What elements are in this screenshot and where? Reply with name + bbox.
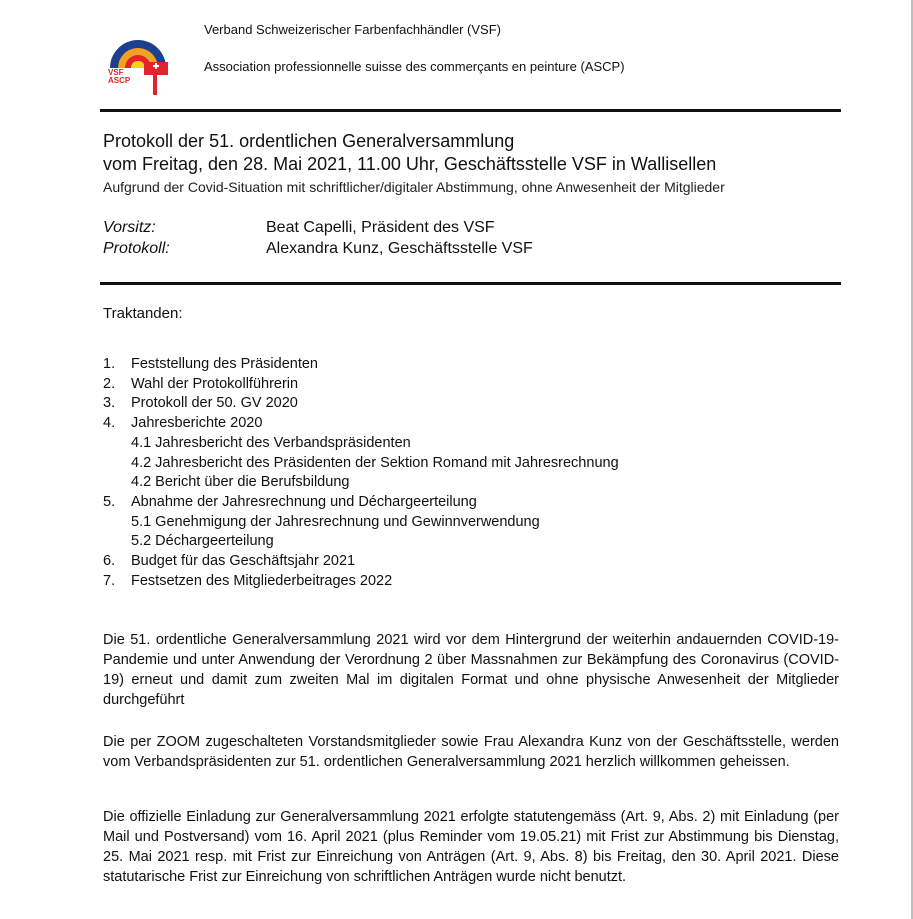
org-name-de: Verband Schweizerischer Farbenfachhändler (VSF) (204, 22, 501, 37)
divider-top (100, 109, 841, 112)
agenda-item-label: Protokoll der 50. GV 2020 (131, 395, 298, 412)
document-title (103, 130, 514, 152)
agenda-item-number: 2. (103, 375, 116, 392)
document-subtitle: Aufgrund der Covid-Situation mit schriftlicher/digitaler Abstimmung, ohne Anwesenheit der Mitglieder (103, 179, 725, 195)
agenda-item-number: 7. (103, 572, 116, 589)
svg-text:ASCP: ASCP (108, 76, 131, 85)
agenda-item-number: 3. (103, 395, 116, 412)
title-main: 51. ordentlichen Generalversammlung (209, 131, 515, 151)
org-name-fr: Association professionnelle suisse des commerçants en peinture (ASCP) (204, 59, 625, 74)
protokoll-label: Protokoll: (103, 240, 170, 257)
vorsitz-label: Vorsitz: (103, 219, 156, 236)
agenda-subitem-label: 4.2 Jahresbericht des Präsidenten der Sektion Romand mit Jahresrechnung (131, 454, 619, 471)
agenda-item-number: 1. (103, 356, 116, 372)
vorsitz-value: Beat Capelli, Präsident des VSF (266, 219, 495, 236)
vsf-logo (106, 22, 170, 96)
svg-text:VSF: VSF (108, 68, 124, 77)
agenda-item-label: Wahl der Protokollführerin (131, 375, 299, 392)
protokoll-value: Alexandra Kunz, Geschäftsstelle VSF (266, 240, 533, 257)
paragraph-intro: Die 51. ordentliche Generalversammlung 2021 wird vor dem Hintergrund der weiterhin andauernden COVID-19-Pandemie und unter Anwendung der Verordnung 2 über Massnahmen zur Bekämpfung des Coronavirus (COVID-19) erneut und damit zum zweiten Mal im digitalen Format und ohne physische Anwesenheit der Mitglieder durchgeführt (103, 632, 839, 708)
paragraph-welcome: Die per ZOOM zugeschalteten Vorstandsmitglieder sowie Frau Alexandra Kunz von der Geschäftsstelle, werden vom Verbandspräsidenten zur 51. ordentlichen Generalversammlung 2021 herzlich willkommen geheissen. (103, 734, 839, 770)
agenda-item-label: Abnahme der Jahresrechnung und Déchargeerteilung (131, 493, 477, 510)
agenda-subitem-label: 5.1 Genehmigung der Jahresrechnung und Gewinnverwendung (131, 513, 540, 530)
agenda-item-label: Feststellung des Präsidenten (131, 356, 318, 372)
agenda-subitem-label: 4.1 Jahresbericht des Verbandspräsidenten (131, 434, 411, 451)
agenda-item-number: 5. (103, 493, 116, 510)
agenda-item-label: Festsetzen des Mitgliederbeitrages 2022 (131, 572, 393, 589)
title-prefix: Protokoll der (103, 131, 210, 151)
agenda-subitem-label: 4.2 Bericht über die Berufsbildung (131, 474, 350, 491)
agenda-subitem-label: 5.2 Déchargeerteilung (131, 533, 274, 550)
agenda-heading: Traktanden: (103, 305, 183, 322)
paragraph-invitation: Die offizielle Einladung zur Generalversammlung 2021 erfolgte statutengemäss (Art. 9, Abs. 2) mit Einladung (per Mail und Postversand) vom 16. April 2021 (plus Reminder vom 19.05.21) mit Frist zur Abstimmung bis Dienstag, 25. Mai 2021 resp. mit Frist zur Einreichung von Anträgen (Art. 9, Abs. 8) bis Freitag, den 30. April 2021. Diese statutarische Frist zur Einreichung von schriftlichen Anträgen wurde nicht benutzt. (103, 809, 839, 885)
divider-bottom (100, 282, 841, 285)
agenda-item-label: Budget für das Geschäftsjahr 2021 (131, 553, 356, 569)
document-date-line: vom Freitag, den 28. Mai 2021, 11.00 Uhr, Geschäftsstelle VSF in Wallisellen (103, 154, 717, 174)
agenda-item-label: Jahresberichte 2020 (131, 415, 263, 432)
agenda-item-number: 6. (103, 553, 116, 569)
agenda-item-number: 4. (103, 415, 116, 432)
